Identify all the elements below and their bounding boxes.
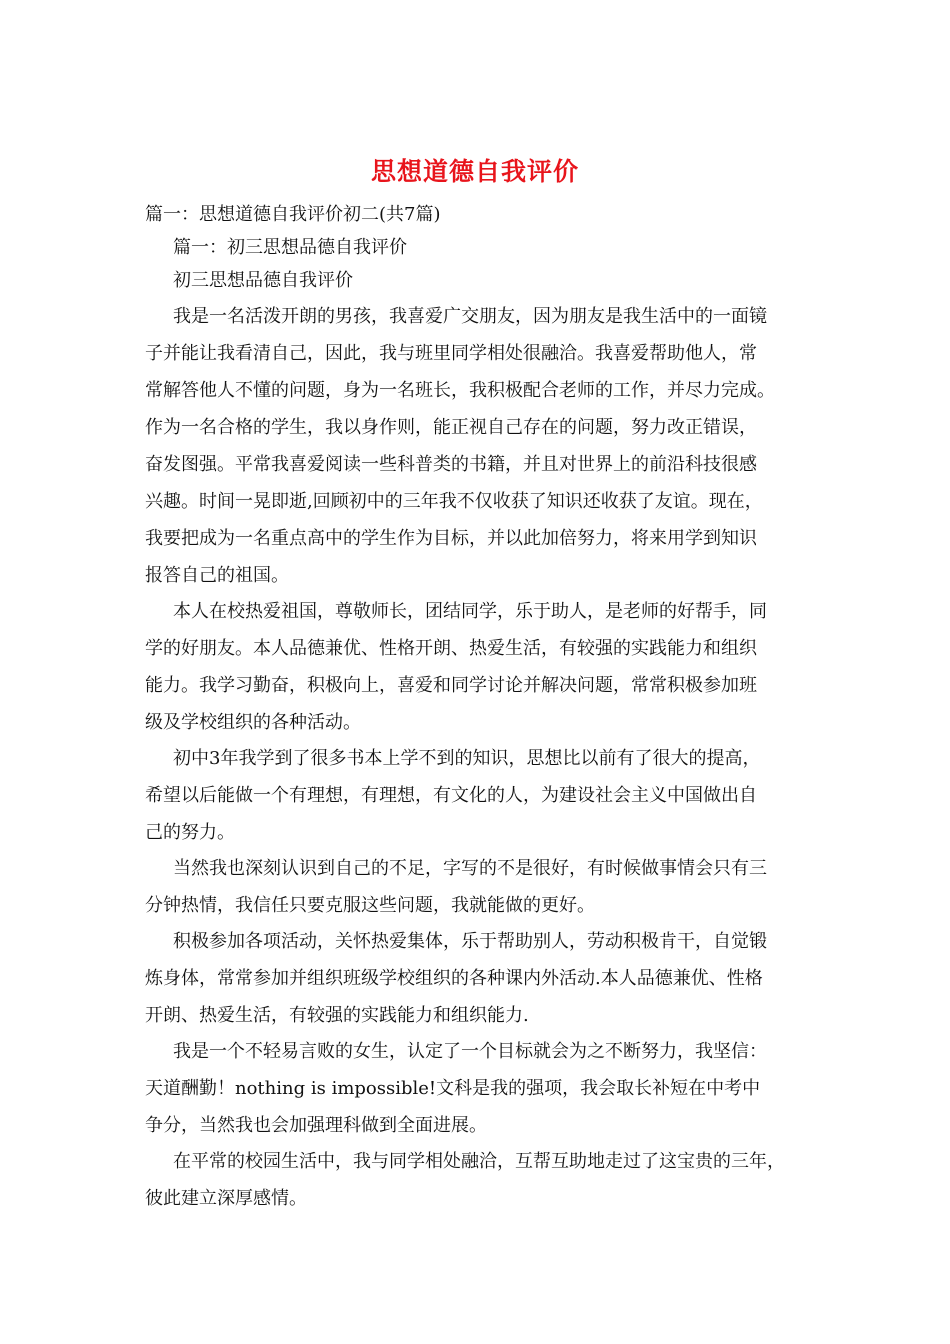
paragraph-line: 当然我也深刻认识到自己的不足，字写的不是很好，有时候做事情会只有三 xyxy=(173,858,767,879)
paragraph-line: 能力。我学习勤奋，积极向上，喜爱和同学讨论并解决问题，常常积极参加班 xyxy=(145,675,757,696)
section-heading: 篇一：思想道德自我评价初二(共7篇) xyxy=(145,204,441,225)
subsection-heading: 篇一：初三思想品德自我评价 xyxy=(173,237,407,258)
paragraph-line: 奋发图强。平常我喜爱阅读一些科普类的书籍，并且对世界上的前沿科技很感 xyxy=(145,454,757,475)
paragraph-line: 我是一个不轻易言败的女生，认定了一个目标就会为之不断努力，我坚信： xyxy=(173,1041,767,1062)
paragraph-line: 作为一名合格的学生，我以身作则，能正视自己存在的问题，努力改正错误， xyxy=(145,417,757,438)
paragraph-line: 我是一名活泼开朗的男孩，我喜爱广交朋友，因为朋友是我生活中的一面镜 xyxy=(173,306,767,327)
paragraph-line: 子并能让我看清自己，因此，我与班里同学相处很融洽。我喜爱帮助他人，常 xyxy=(145,343,757,364)
paragraph-line: 希望以后能做一个有理想，有理想，有文化的人，为建设社会主义中国做出自 xyxy=(145,785,757,806)
subsection-title: 初三思想品德自我评价 xyxy=(173,270,353,291)
paragraph-line: 在平常的校园生活中，我与同学相处融洽，互帮互助地走过了这宝贵的三年， xyxy=(173,1151,785,1172)
paragraph-line: 初中3年我学到了很多书本上学不到的知识，思想比以前有了很大的提高， xyxy=(173,748,761,769)
paragraph-line: 开朗、热爱生活，有较强的实践能力和组织能力. xyxy=(145,1005,529,1026)
paragraph-line: 级及学校组织的各种活动。 xyxy=(145,712,361,733)
paragraph-line: 争分，当然我也会加强理科做到全面进展。 xyxy=(145,1115,487,1136)
paragraph-line: 己的努力。 xyxy=(145,822,235,843)
paragraph-line: 本人在校热爱祖国，尊敬师长，团结同学，乐于助人，是老师的好帮手，同 xyxy=(173,601,767,622)
paragraph-line: 彼此建立深厚感情。 xyxy=(145,1188,307,1209)
paragraph-line: 常解答他人不懂的问题，身为一名班长，我积极配合老师的工作，并尽力完成。 xyxy=(145,380,775,401)
paragraph-line: 学的好朋友。本人品德兼优、性格开朗、热爱生活，有较强的实践能力和组织 xyxy=(145,638,757,659)
paragraph-line: 炼身体，常常参加并组织班级学校组织的各种课内外活动.本人品德兼优、性格 xyxy=(145,968,763,989)
paragraph-line: 分钟热情，我信任只要克服这些问题，我就能做的更好。 xyxy=(145,895,595,916)
paragraph-line: 积极参加各项活动，关怀热爱集体，乐于帮助别人，劳动积极肯干，自觉锻 xyxy=(173,931,767,952)
page-title: 思想道德自我评价 xyxy=(370,157,579,186)
paragraph-line: 报答自己的祖国。 xyxy=(145,565,289,586)
paragraph-line: 我要把成为一名重点高中的学生作为目标，并以此加倍努力，将来用学到知识 xyxy=(145,528,757,549)
paragraph-line: 兴趣。时间一晃即逝,回顾初中的三年我不仅收获了知识还收获了友谊。现在， xyxy=(145,491,763,512)
paragraph-line: 天道酬勤！nothing is impossible!文科是我的强项，我会取长补短在中考中 xyxy=(145,1078,761,1099)
